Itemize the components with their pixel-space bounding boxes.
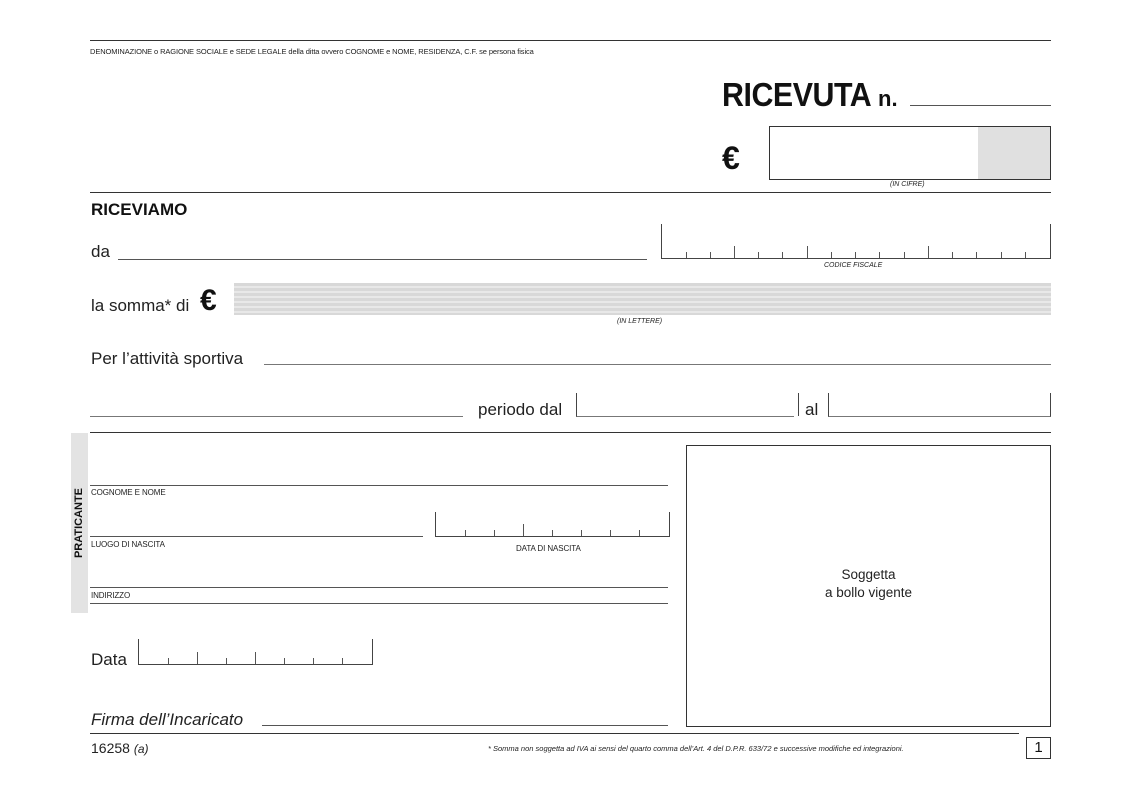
- riceviamo-heading: RICEVIAMO: [91, 200, 188, 219]
- form-code: 16258: [91, 740, 130, 756]
- attivita-field[interactable]: [264, 364, 1051, 365]
- amount-figures-field[interactable]: [769, 126, 1051, 180]
- codice-fiscale-field[interactable]: [661, 224, 1051, 259]
- euro-icon-2: €: [200, 284, 217, 317]
- form-code-suffix: (a): [133, 742, 149, 756]
- luogo-nascita-label: LUOGO DI NASCITA: [91, 540, 165, 549]
- data-field[interactable]: [138, 639, 373, 665]
- bottom-rule: [90, 733, 1019, 734]
- euro-icon: €: [722, 140, 740, 176]
- receipt-number-label: n.: [878, 86, 898, 111]
- praticante-label: PRATICANTE: [73, 487, 85, 559]
- luogo-nascita-field[interactable]: [90, 536, 423, 537]
- stamp-line-2: a bollo vigente: [824, 585, 913, 600]
- cognome-nome-field[interactable]: [90, 485, 668, 486]
- stamp-line-1: Soggetta: [841, 567, 896, 582]
- periodo-separator: [798, 393, 799, 416]
- da-label: da: [91, 242, 110, 261]
- indirizzo-field[interactable]: [90, 587, 668, 588]
- da-field[interactable]: [118, 259, 647, 260]
- firma-label: Firma dell’Incaricato: [91, 710, 244, 729]
- receipt-title: RICEVUTA: [722, 76, 872, 113]
- receipt-number-field[interactable]: [910, 105, 1051, 106]
- cognome-nome-label: COGNOME E NOME: [91, 488, 166, 497]
- periodo-al-field[interactable]: [828, 393, 1051, 417]
- data-nascita-label: DATA DI NASCITA: [516, 544, 581, 553]
- page-number: 1: [1026, 737, 1051, 759]
- attivita-field-line2[interactable]: [90, 416, 463, 417]
- in-cifre-label: (IN CIFRE): [890, 181, 925, 188]
- amount-cents-shade: [978, 127, 1050, 179]
- data-label: Data: [91, 650, 127, 669]
- section-rule: [90, 192, 1051, 193]
- periodo-dal-label: periodo dal: [478, 400, 563, 419]
- company-label: DENOMINAZIONE o RAGIONE SOCIALE e SEDE LEGALE della ditta ovvero COGNOME e NOME, RESIDENZA, C.F. se persona fisica: [90, 47, 534, 56]
- somma-label: la somma* di: [91, 296, 190, 315]
- attivita-label: Per l’attività sportiva: [91, 349, 244, 368]
- data-nascita-field[interactable]: [435, 512, 670, 537]
- al-label: al: [805, 400, 819, 419]
- firma-field[interactable]: [262, 725, 668, 726]
- indirizzo-label: INDIRIZZO: [91, 591, 131, 600]
- stamp-box: [686, 445, 1051, 727]
- section-rule-2: [90, 432, 1051, 433]
- indirizzo-field-line2[interactable]: [90, 603, 668, 604]
- codice-fiscale-label: CODICE FISCALE: [824, 262, 883, 269]
- vat-note: * Somma non soggetta ad IVA ai sensi del quarto comma dell’Art. 4 del D.P.R. 633/72 e successive modifiche ed integrazioni.: [488, 744, 904, 753]
- amount-words-field[interactable]: [234, 283, 1051, 315]
- top-rule: [90, 40, 1051, 41]
- in-lettere-label: (IN LETTERE): [617, 318, 663, 325]
- periodo-dal-field[interactable]: [576, 393, 794, 417]
